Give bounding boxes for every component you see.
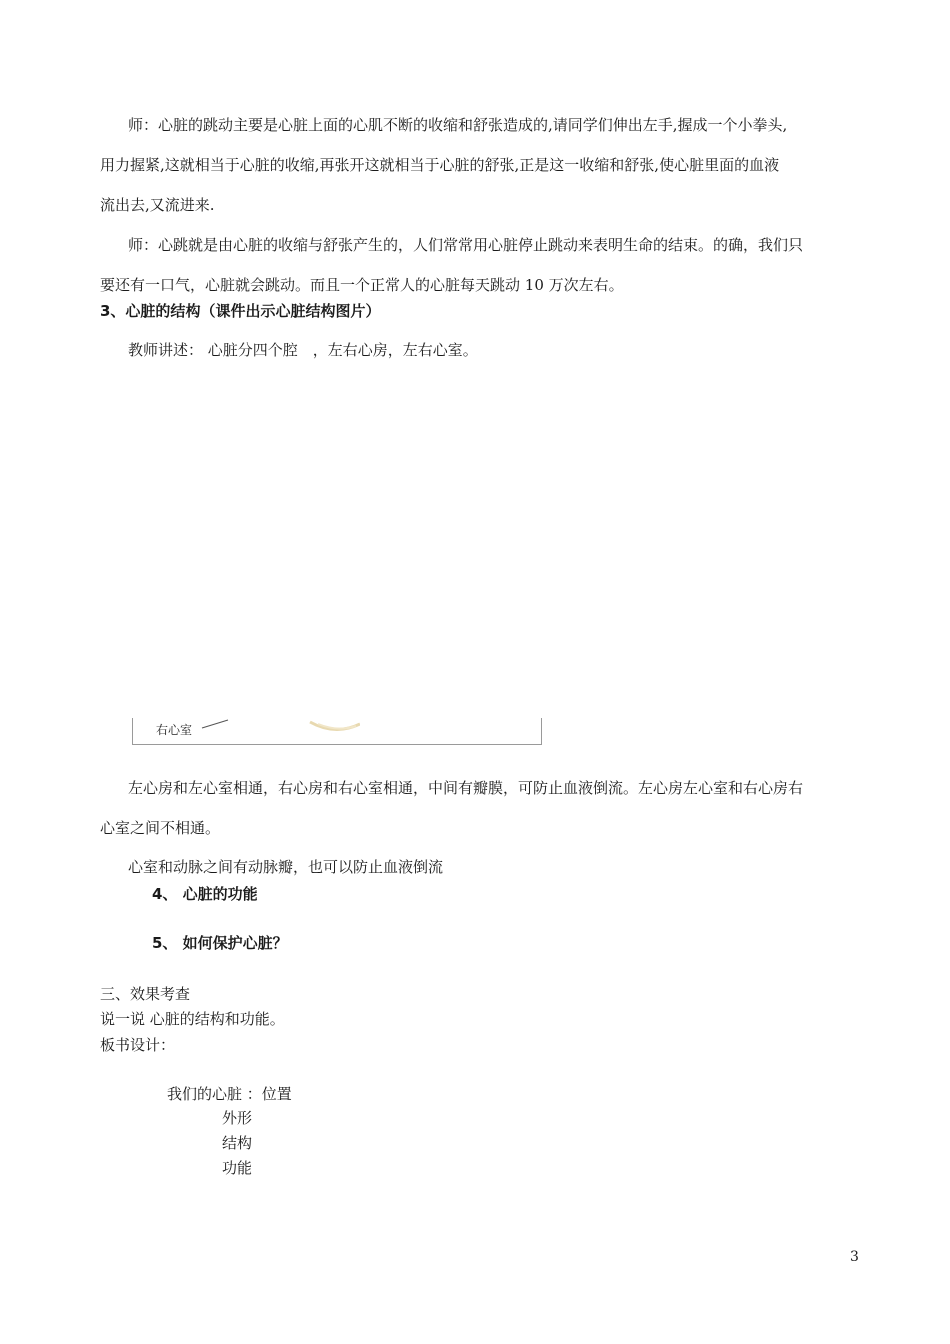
board-item: 结构 [222,1134,253,1152]
page-number: 3 [850,1249,859,1265]
paragraph-1-line-1: 师：心脏的跳动主要是心脏上面的心肌不断的收缩和舒张造成的,请同学们伸出左手,握成一个小拳头, [128,116,788,134]
board-title: 我们的心脏 ：位置 [167,1085,292,1103]
section-3-heading: 3、心脏的结构（课件出示心脏结构图片） [100,302,381,320]
figure-label-right-ventricle: 右心室 [156,723,193,737]
paragraph-3-line-2: 心室之间不相通。 [100,819,221,837]
evaluation-item: 说一说 心脏的结构和功能。 [100,1010,285,1028]
paragraph-2-line-1: 师：心跳就是由心脏的收缩与舒张产生的，人们常常用心脏停止跳动来表明生命的结束。的确，我们只 [128,236,804,254]
heart-illustration-fragment [200,714,360,734]
board-item: 功能 [222,1159,253,1177]
paragraph-3-line-1: 左心房和左心室相通，右心房和右心室相通，中间有瓣膜，可防止血液倒流。左心房左心室和右心房右 [128,779,804,797]
board-item: 外形 [222,1109,253,1127]
section-5-heading: 5、 如何保护心脏？ [152,934,288,952]
evaluation-heading: 三、效果考查 [100,985,191,1003]
paragraph-1-line-3: 流出去,又流进来. [100,196,215,214]
paragraph-2-line-2: 要还有一口气，心脏就会跳动。而且一个正常人的心脏每天跳动 10 万次左右。 [100,276,624,294]
section-4-heading: 4、 心脏的功能 [152,885,258,903]
paragraph-4: 心室和动脉之间有动脉瓣，也可以防止血液倒流 [128,858,444,876]
paragraph-1-line-2: 用力握紧,这就相当于心脏的收缩,再张开这就相当于心脏的舒张,正是这一收缩和舒张,使心脏里面的血液 [100,156,780,174]
teacher-explanation: 教师讲述： 心脏分四个腔 ，左右心房，左右心室。 [128,341,478,359]
board-design-heading: 板书设计： [100,1036,176,1054]
